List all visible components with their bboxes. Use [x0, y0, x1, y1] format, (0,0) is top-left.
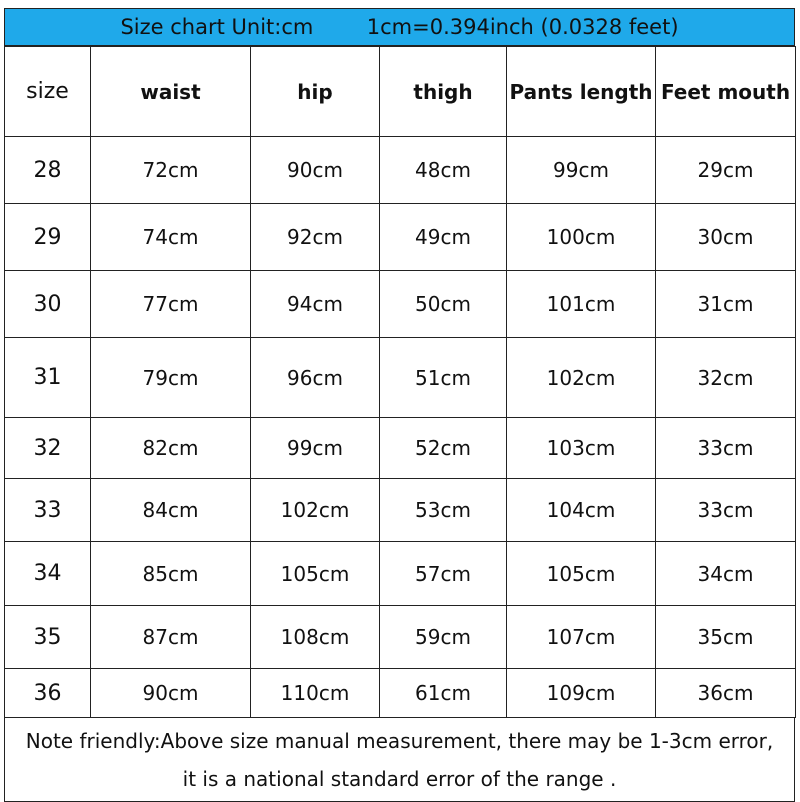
cell-thigh: 59cm — [380, 606, 507, 669]
table-row — [5, 338, 796, 418]
cell-waist: 74cm — [91, 204, 251, 271]
cell-feet-mouth: 29cm — [656, 137, 796, 204]
cell-hip: 94cm — [251, 271, 380, 338]
title-label: Size chart Unit:cm — [120, 15, 314, 39]
cell-thigh: 49cm — [380, 204, 507, 271]
cell-hip: 110cm — [251, 669, 380, 718]
cell-feet-mouth: 31cm — [656, 271, 796, 338]
cell-waist: 82cm — [91, 418, 251, 479]
cell-size: 33 — [5, 479, 91, 542]
note-line-1: Note friendly:Above size manual measurement, there may be 1-3cm error, — [25, 728, 774, 753]
cell-hip: 102cm — [251, 479, 380, 542]
cell-thigh: 52cm — [380, 418, 507, 479]
size-table — [4, 46, 796, 718]
size-chart — [4, 8, 795, 802]
table-row — [5, 204, 796, 271]
note-line-2: it is a national standard error of the range . — [182, 766, 617, 791]
cell-hip: 105cm — [251, 542, 380, 606]
cell-pants-length: 101cm — [507, 271, 656, 338]
title-conversion: 1cm=0.394inch (0.0328 feet) — [366, 15, 679, 39]
cell-size: 28 — [5, 137, 91, 204]
table-row — [5, 137, 796, 204]
cell-hip: 92cm — [251, 204, 380, 271]
cell-thigh: 50cm — [380, 271, 507, 338]
title-spacer — [313, 15, 366, 39]
cell-size: 36 — [5, 669, 91, 718]
cell-waist: 79cm — [91, 338, 251, 418]
header-size: size — [5, 47, 91, 137]
cell-feet-mouth: 30cm — [656, 204, 796, 271]
cell-thigh: 61cm — [380, 669, 507, 718]
cell-size: 30 — [5, 271, 91, 338]
cell-thigh: 57cm — [380, 542, 507, 606]
cell-pants-length: 99cm — [507, 137, 656, 204]
cell-pants-length: 104cm — [507, 479, 656, 542]
cell-thigh: 53cm — [380, 479, 507, 542]
cell-feet-mouth: 36cm — [656, 669, 796, 718]
note — [4, 718, 795, 802]
header-hip: hip — [251, 47, 380, 137]
cell-hip: 99cm — [251, 418, 380, 479]
cell-size: 32 — [5, 418, 91, 479]
cell-thigh: 48cm — [380, 137, 507, 204]
title-bar — [4, 8, 795, 46]
cell-size: 29 — [5, 204, 91, 271]
header-feet-mouth: Feet mouth — [656, 47, 796, 137]
table-row — [5, 479, 796, 542]
cell-pants-length: 103cm — [507, 418, 656, 479]
header-thigh: thigh — [380, 47, 507, 137]
cell-pants-length: 105cm — [507, 542, 656, 606]
cell-pants-length: 109cm — [507, 669, 656, 718]
cell-hip: 96cm — [251, 338, 380, 418]
cell-feet-mouth: 35cm — [656, 606, 796, 669]
cell-thigh: 51cm — [380, 338, 507, 418]
cell-pants-length: 107cm — [507, 606, 656, 669]
cell-size: 31 — [5, 338, 91, 418]
cell-pants-length: 100cm — [507, 204, 656, 271]
cell-waist: 85cm — [91, 542, 251, 606]
cell-feet-mouth: 34cm — [656, 542, 796, 606]
cell-hip: 90cm — [251, 137, 380, 204]
header-pants-length: Pants length — [507, 47, 656, 137]
cell-feet-mouth: 33cm — [656, 479, 796, 542]
cell-hip: 108cm — [251, 606, 380, 669]
cell-pants-length: 102cm — [507, 338, 656, 418]
table-row — [5, 418, 796, 479]
cell-waist: 90cm — [91, 669, 251, 718]
cell-size: 34 — [5, 542, 91, 606]
table-body — [5, 137, 796, 718]
cell-size: 35 — [5, 606, 91, 669]
header-row — [5, 47, 796, 137]
cell-feet-mouth: 33cm — [656, 418, 796, 479]
header-waist: waist — [91, 47, 251, 137]
cell-waist: 87cm — [91, 606, 251, 669]
table-row — [5, 606, 796, 669]
cell-waist: 77cm — [91, 271, 251, 338]
cell-feet-mouth: 32cm — [656, 338, 796, 418]
cell-waist: 72cm — [91, 137, 251, 204]
table-row — [5, 542, 796, 606]
cell-waist: 84cm — [91, 479, 251, 542]
table-row — [5, 271, 796, 338]
table-row — [5, 669, 796, 718]
